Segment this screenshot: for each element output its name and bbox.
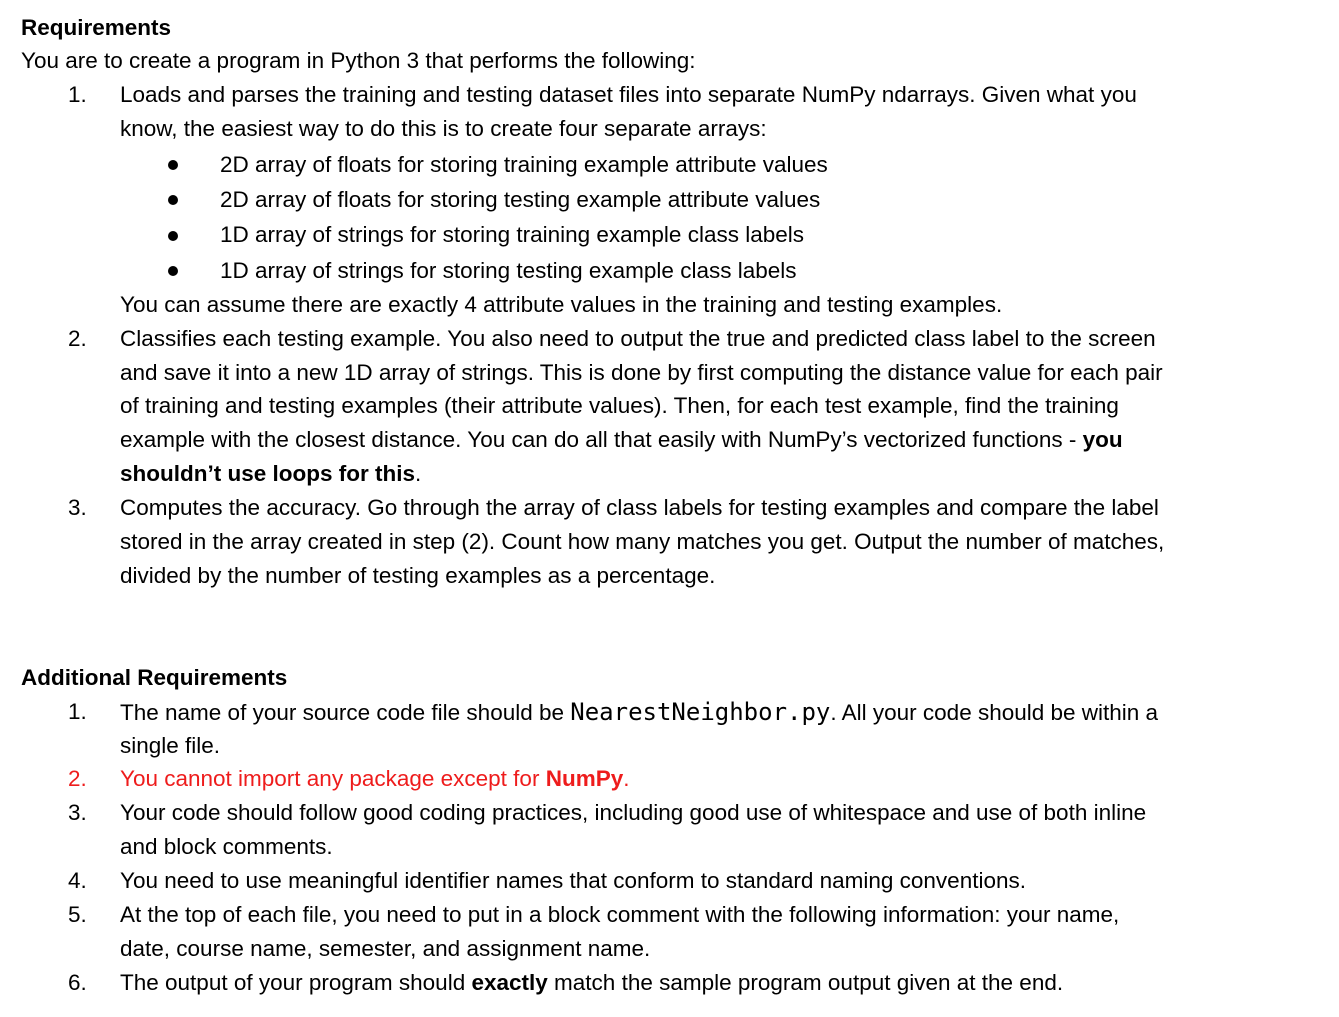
add-item-4-line-1: You need to use meaningful identifier names that conform to standard naming conventions.: [120, 868, 1026, 893]
add-item-6-line-1: [120, 966, 1063, 1000]
requirements-heading: Requirements: [21, 15, 172, 40]
add-item-3-line-1: Your code should follow good coding practices, including good use of whitespace and use of both inline: [120, 800, 1147, 825]
req-item-2-bold-line: shouldn’t use loops for this: [120, 461, 415, 486]
requirements-intro: You are to create a program in Python 3 that performs the following:: [21, 48, 696, 73]
add-item-1-pre: The name of your source code file should be: [120, 700, 565, 725]
add-item-2-number: 2.: [68, 766, 87, 791]
req-item-3-line-2: stored in the array created in step (2). Count how many matches you get. Output the number of matches,: [120, 529, 1165, 554]
req-item-2-bold-line-end: .: [415, 461, 422, 486]
add-item-1-line-2: single file.: [120, 733, 221, 758]
req-item-1-number: 1.: [68, 82, 87, 107]
add-item-2-post: .: [623, 766, 630, 791]
bullet-dot: [168, 231, 178, 241]
req-item-1-line-2: know, the easiest way to do this is to create four separate arrays:: [120, 116, 767, 141]
req-item-2-number: 2.: [68, 326, 87, 351]
bullet-dot: [168, 160, 178, 170]
req-item-2-line-4-text: example with the closest distance. You can do all that easily with NumPy’s vectorized functions -: [120, 427, 1077, 452]
add-item-2-line-1: [120, 762, 630, 796]
add-item-2-bold: NumPy: [545, 766, 624, 791]
add-item-5-line-2: date, course name, semester, and assignment name.: [120, 936, 651, 961]
add-item-2-pre: You cannot import any package except for: [120, 766, 540, 791]
req-item-2-line-2: and save it into a new 1D array of strings. This is done by first computing the distance value for each pair: [120, 360, 1163, 385]
req-item-1-bullet-1: 2D array of floats for storing training example attribute values: [220, 152, 828, 177]
req-item-3-line-3: divided by the number of testing examples as a percentage.: [120, 563, 716, 588]
add-item-5-line-1: At the top of each file, you need to put in a block comment with the following information: your name,: [120, 902, 1120, 927]
req-item-1-bullet-4: 1D array of strings for storing testing example class labels: [220, 258, 797, 283]
add-item-4-number: 4.: [68, 868, 87, 893]
add-item-1-line-1: [120, 695, 1158, 730]
add-item-1-post: . All your code should be within a: [830, 700, 1159, 725]
req-item-2-line-1: Classifies each testing example. You also need to output the true and predicted class label to the screen: [120, 326, 1156, 351]
bullet-dot: [168, 195, 178, 205]
req-item-1-bullet-3: 1D array of strings for storing training example class labels: [220, 222, 805, 247]
req-item-2-line-4: [120, 423, 1123, 457]
add-item-1-number: 1.: [68, 699, 87, 724]
req-item-2-bold-tail: you: [1082, 427, 1123, 452]
add-item-5-number: 5.: [68, 902, 87, 927]
bullet-dot: [168, 266, 178, 276]
add-item-6-post: match the sample program output given at the end.: [554, 970, 1064, 995]
req-item-1-bullet-2: 2D array of floats for storing testing example attribute values: [220, 187, 821, 212]
add-item-6-number: 6.: [68, 970, 87, 995]
req-item-1-after: You can assume there are exactly 4 attribute values in the training and testing examples.: [120, 292, 1003, 317]
additional-requirements-heading: Additional Requirements: [21, 665, 288, 690]
req-item-3-number: 3.: [68, 495, 87, 520]
req-item-1-line-1: Loads and parses the training and testing dataset files into separate NumPy ndarrays. Given what you: [120, 82, 1137, 107]
add-item-3-number: 3.: [68, 800, 87, 825]
req-item-3-line-1: Computes the accuracy. Go through the array of class labels for testing examples and compare the label: [120, 495, 1159, 520]
req-item-2-line-5: [120, 457, 421, 491]
filename-code: NearestNeighbor.py: [570, 698, 831, 726]
add-item-6-bold: exactly: [471, 970, 548, 995]
req-item-2-line-3: of training and testing examples (their attribute values). Then, for each test example, find the training: [120, 393, 1119, 418]
add-item-3-line-2: and block comments.: [120, 834, 333, 859]
add-item-6-pre: The output of your program should: [120, 970, 466, 995]
